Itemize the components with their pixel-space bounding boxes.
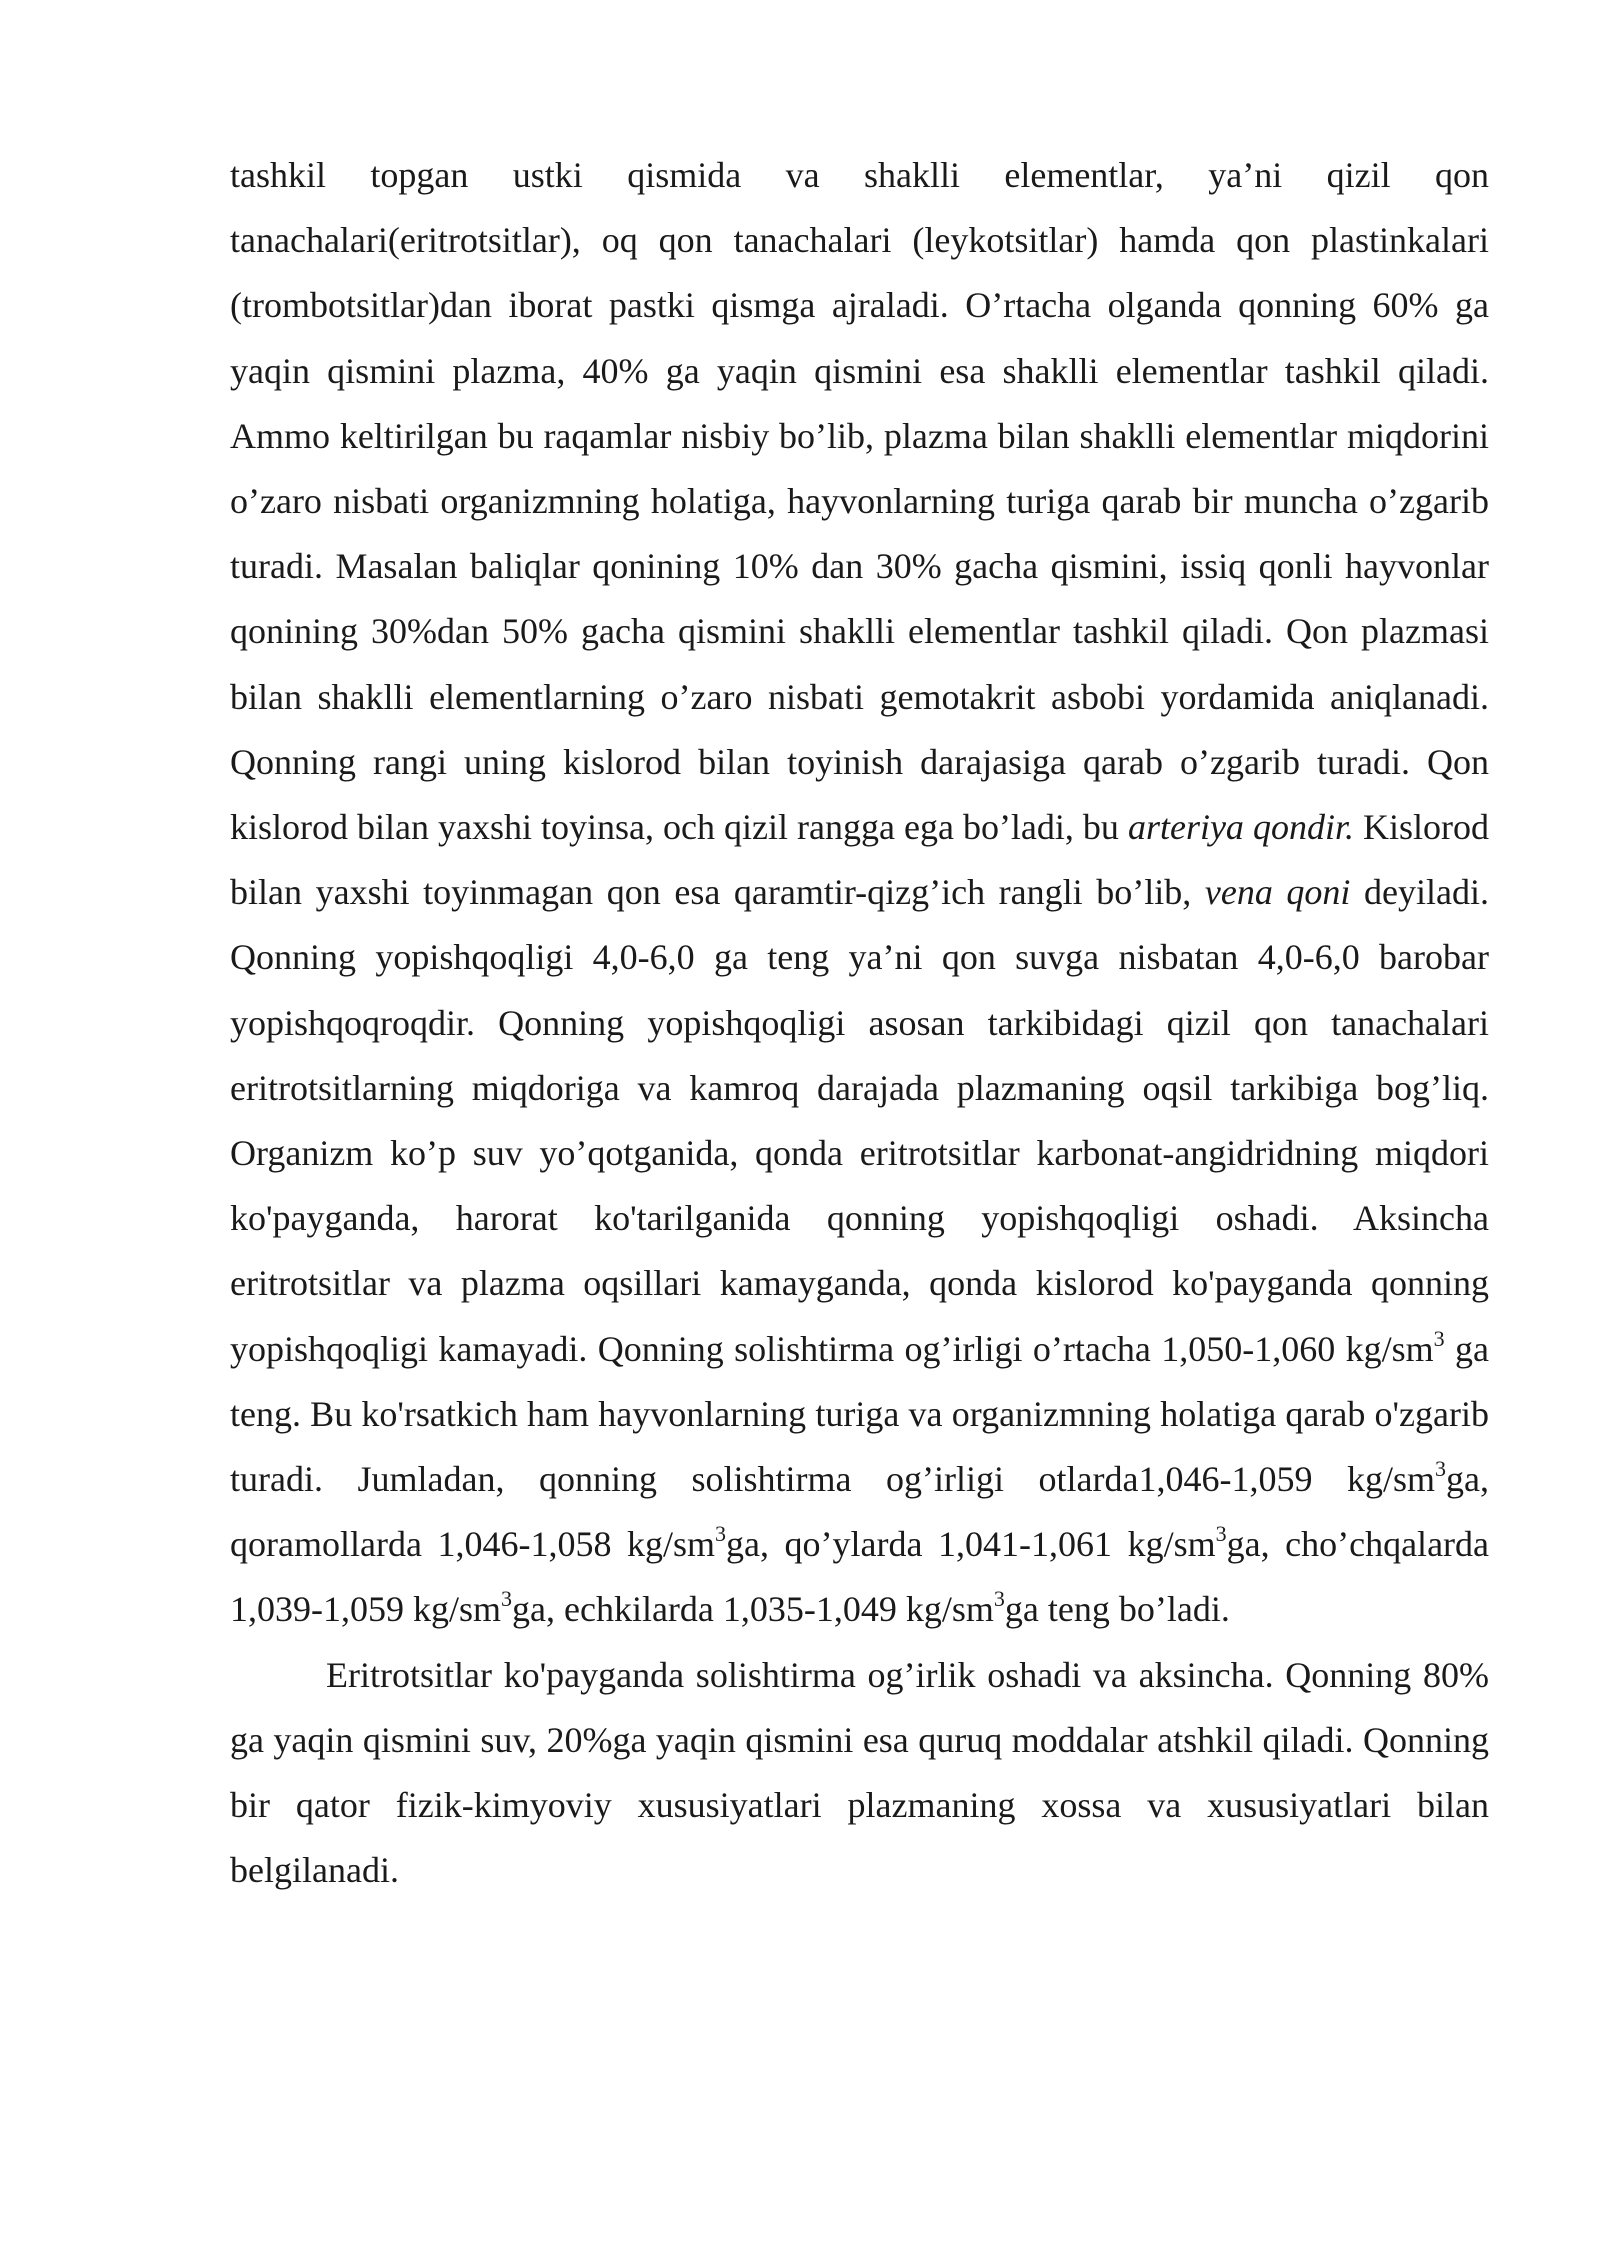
paragraph-text-run: ga teng. Bu ko'rsatkich ham hayvonlarning turiga va organizmning holatiga qarab o'zgarib turadi. Jumladan, qonning solishtirma og’irligi otlarda1,046-1,059 kg/sm bbox=[230, 1328, 1489, 1500]
paragraph-blood-properties bbox=[230, 143, 1489, 1643]
term-venous-blood: vena qoni bbox=[1204, 872, 1351, 913]
paragraph-text-run: ga, qo’ylarda 1,041-1,061 kg/sm bbox=[726, 1524, 1216, 1565]
paragraph-text-run: ga, echkilarda 1,035-1,049 kg/sm bbox=[512, 1589, 994, 1630]
superscript-exponent: 3 bbox=[1215, 1521, 1227, 1547]
term-arterial-blood: arteriya qondir. bbox=[1127, 807, 1354, 848]
paragraph-text-run: ga, qoramollarda 1,046-1,058 kg/sm bbox=[230, 1459, 1489, 1565]
body-text bbox=[230, 143, 1489, 1903]
superscript-exponent: 3 bbox=[501, 1586, 513, 1612]
superscript-exponent: 3 bbox=[715, 1521, 727, 1547]
superscript-exponent: 3 bbox=[993, 1586, 1005, 1612]
superscript-exponent: 3 bbox=[1435, 1456, 1447, 1482]
paragraph-text-run: tashkil topgan ustki qismida va shaklli elementlar, ya’ni qizil qon tanachalari(eritrotsitlar), oq qon tanachalari (leykotsitlar) hamda qon plastinkalari (trombotsitlar)dan iborat pastki qismga ajraladi. O’rtacha olganda qonning 60% ga yaqin qismini plazma, 40% ga yaqin qismini esa shaklli elementlar tashkil qiladi. Ammo keltirilgan bu raqamlar nisbiy bo’lib, plazma bilan shaklli elementlar miqdorini o’zaro nisbati organizmning holatiga, hayvonlarning turiga qarab bir muncha o’zgarib turadi. Masalan baliqlar qonining 10% dan 30% gacha qismini, issiq qonli hayvonlar qonining 30%dan 50% gacha qismini shaklli elementlar tashkil qiladi. Qon plazmasi bilan shaklli elementlarning o’zaro nisbati gemotakrit asbobi yordamida aniqlanadi. Qonning rangi uning kislorod bilan toyinish darajasiga qarab o’zgarib turadi. Qon kislorod bilan yaxshi toyinsa, och qizil rangga ega bo’ladi, bu bbox=[230, 155, 1489, 848]
paragraph-text-run: ga, cho’chqalarda 1,039-1,059 kg/sm bbox=[230, 1524, 1490, 1630]
paragraph-erythrocytes: Eritrotsitlar ko'payganda solishtirma og’irlik oshadi va aksincha. Qonning 80% ga yaqin qismini suv, 20%ga yaqin qismini esa quruq moddalar atshkil qiladi. Qonning bir qator fizik-kimyoviy xususiyatlari plazmaning xossa va xususiyatlari bilan belgilanadi. bbox=[230, 1654, 1489, 1891]
paragraph-text-run: ga teng bo’ladi. bbox=[1004, 1589, 1230, 1630]
paragraph-text-run: Kislorod bilan yaxshi toyinmagan qon esa qaramtir-qizg’ich rangli bo’lib, bbox=[230, 807, 1489, 913]
paragraph-text-run: deyiladi. Qonning yopishqoqligi 4,0-6,0 ga teng ya’ni qon suvga nisbatan 4,0-6,0 barobar yopishqoqroqdir. Qonning yopishqoqligi asosan tarkibidagi qizil qon tanachalari eritrotsitlarning miqdoriga va kamroq darajada plazmaning oqsil tarkibiga bog’liq. Organizm ko’p suv yo’qotganida, qonda eritrotsitlar karbonat-angidridning miqdori ko'payganda, harorat ko'tarilganida qonning yopishqoqligi oshadi. Aksincha eritrotsitlar va plazma oqsillari kamayganda, qonda kislorod ko'payganda qonning yopishqoqligi kamayadi. Qonning solishtirma og’irligi o’rtacha 1,050-1,060 kg/sm bbox=[230, 872, 1489, 1369]
superscript-exponent: 3 bbox=[1433, 1325, 1445, 1351]
